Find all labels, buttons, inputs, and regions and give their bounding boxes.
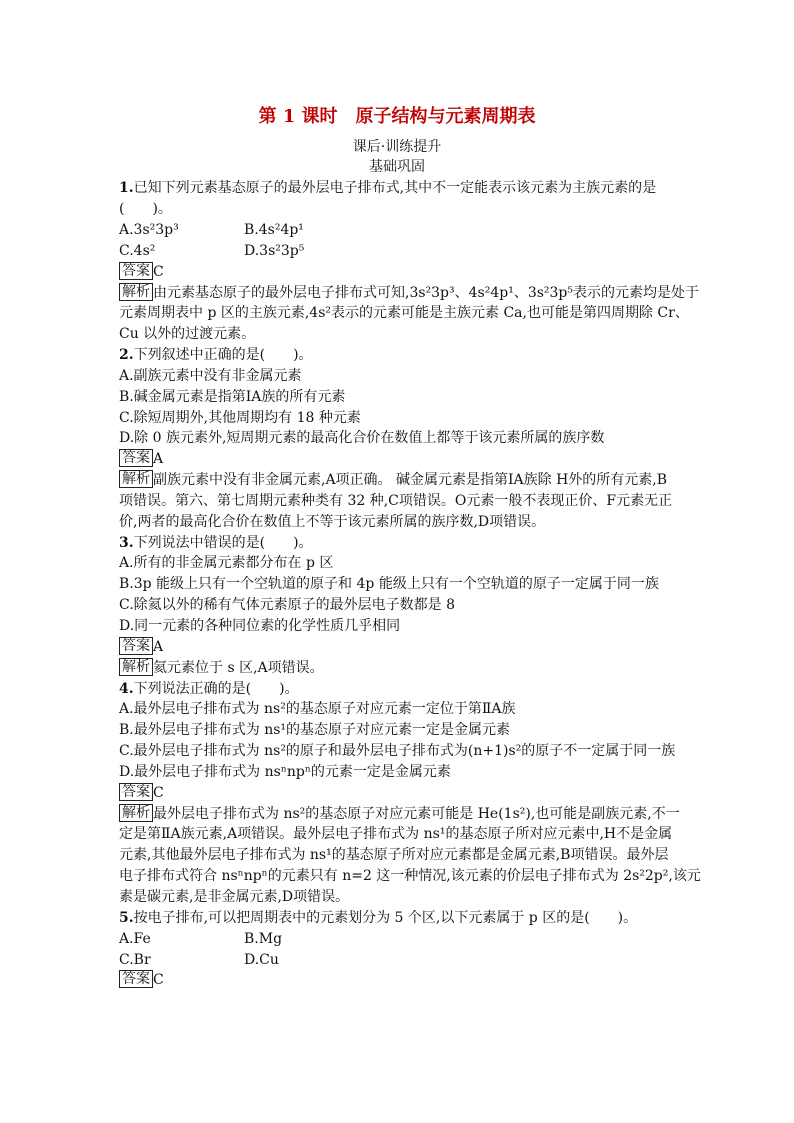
- answer-value: C: [153, 972, 164, 989]
- analysis-line: 元素,其他最外层电子排布式为 ns¹的基态原子所对应元素都是金属元素,B项错误。最外层: [119, 847, 669, 864]
- analysis-line: 元素周期表中 p 区的主族元素,4s²表示的元素可能是主族元素 Ca,也可能是第四周期除 Cr、: [119, 305, 689, 322]
- analysis-line: 定是第ⅡA族元素,A项错误。最外层电子排布式为 ns¹的基态原子所对应元素中,H不是金属: [119, 826, 673, 843]
- answer-row: [0, 783, 794, 804]
- question-stem: [0, 178, 794, 199]
- question-number: 1.: [119, 180, 134, 197]
- analysis-text: 由元素基态原子的最外层电子排布式可知,3s²3p³、4s²4p¹、3s²3p⁵表示的元素均是处于: [153, 284, 700, 301]
- answer-row: [0, 262, 794, 283]
- options-row: [0, 950, 794, 971]
- question-text: 下列叙述中正确的是( )。: [133, 347, 313, 364]
- question-stem: [0, 908, 794, 929]
- analysis-label: 解析: [119, 804, 153, 822]
- analysis-line: 素是碳元素,是非金属元素,D项错误。: [119, 888, 350, 905]
- option-b: B.3p 能级上只有一个空轨道的原子和 4p 能级上只有一个空轨道的原子一定属于同一族: [119, 576, 659, 593]
- question-block-4: [0, 679, 794, 908]
- analysis-label: 解析: [119, 470, 153, 488]
- section-heading: 基础巩固: [369, 159, 425, 176]
- analysis-line: [0, 658, 794, 679]
- answer-value: C: [153, 263, 164, 280]
- option-a: A.所有的非金属元素都分布在 p 区: [119, 555, 334, 572]
- analysis-line: 电子排布式符合 nsⁿnpⁿ的元素只有 n=2 这一种情况,该元素的价层电子排布式为 2s²2p²,该元: [119, 868, 701, 885]
- option-c: C.除氦以外的稀有气体元素原子的最外层电子数都是 8: [119, 597, 456, 614]
- question-number: 4.: [119, 680, 134, 697]
- answer-value: A: [153, 451, 164, 468]
- analysis-line: [0, 470, 794, 491]
- question-block-2: [0, 345, 794, 533]
- analysis-label: 解析: [119, 658, 153, 676]
- option-c: C.最外层电子排布式为 ns²的原子和最外层电子排布式为(n+1)s²的原子不一定属于同一族: [119, 743, 676, 760]
- option-a: A.3s²3p³: [119, 221, 179, 238]
- analysis-label: 解析: [119, 283, 153, 301]
- options-row: [0, 220, 794, 241]
- analysis-text: 副族元素中没有非金属元素,A项正确。 碱金属元素是指第ⅠA族除 H外的所有元素,B: [153, 472, 668, 489]
- analysis-text: 最外层电子排布式为 ns²的基态原子对应元素可能是 He(1s²),也可能是副族元素,不一: [153, 805, 680, 822]
- option-d: D.3s²3p⁵: [244, 242, 305, 259]
- question-number: 3.: [119, 534, 134, 551]
- option-a: A.Fe: [119, 930, 151, 947]
- option-b: B.Mg: [244, 930, 283, 947]
- answer-row: [0, 970, 794, 991]
- option-d: D.Cu: [244, 951, 279, 968]
- question-stem: [0, 679, 794, 700]
- option-b: B.碱金属元素是指第ⅠA族的所有元素: [119, 388, 346, 405]
- option-b: B.最外层电子排布式为 ns¹的基态原子对应元素一定是金属元素: [119, 722, 511, 739]
- analysis-line: Cu 以外的过渡元素。: [119, 326, 256, 343]
- option-c: C.Br: [119, 951, 151, 968]
- question-text: 按电子排布,可以把周期表中的元素划分为 5 个区,以下元素属于 p 区的是( )。: [133, 909, 638, 926]
- answer-row: [0, 449, 794, 470]
- option-a: A.最外层电子排布式为 ns²的基态原子对应元素一定位于第ⅡA族: [119, 701, 516, 718]
- answer-row: [0, 637, 794, 658]
- question-block-3: [0, 533, 794, 679]
- answer-label: 答案: [119, 262, 153, 280]
- option-a: A.副族元素中没有非金属元素: [119, 367, 302, 384]
- answer-label: 答案: [119, 970, 153, 988]
- options-row: [0, 241, 794, 262]
- option-d: D.同一元素的各种同位素的化学性质几乎相同: [119, 618, 401, 634]
- option-c: C.4s²: [119, 242, 156, 259]
- option-d: D.除 0 族元素外,短周期元素的最高化合价在数值上都等于该元素所属的族序数: [119, 430, 605, 447]
- answer-label: 答案: [119, 637, 153, 655]
- question-block-1: [0, 178, 794, 345]
- question-text: 下列说法中错误的是( )。: [133, 534, 313, 551]
- answer-label: 答案: [119, 783, 153, 801]
- option-d: D.最外层电子排布式为 nsⁿnpⁿ的元素一定是金属元素: [119, 763, 451, 780]
- question-block-5: [0, 908, 794, 991]
- options-row: [0, 929, 794, 950]
- analysis-text: 氦元素位于 s 区,A项错误。: [153, 659, 324, 676]
- question-number: 5.: [119, 909, 134, 926]
- analysis-line: [0, 283, 794, 304]
- answer-label: 答案: [119, 449, 153, 467]
- question-number: 2.: [119, 347, 134, 364]
- document-body: [0, 137, 794, 992]
- analysis-line: [0, 804, 794, 825]
- answer-value: A: [153, 638, 164, 655]
- question-stem: [0, 533, 794, 554]
- question-stem: ( )。: [119, 201, 172, 218]
- answer-value: C: [153, 784, 164, 801]
- page-subtitle: 课后·训练提升: [352, 138, 442, 155]
- analysis-line: 价,两者的最高化合价在数值上不等于该元素所属的族序数,D项错误。: [119, 513, 546, 530]
- option-c: C.除短周期外,其他周期均有 18 种元素: [119, 409, 361, 426]
- question-text: 下列说法正确的是( )。: [133, 680, 299, 697]
- analysis-line: 项错误。第六、第七周期元素种类有 32 种,C项错误。O元素一般不表现正价、F元素无正: [119, 492, 673, 509]
- question-stem: [0, 345, 794, 366]
- option-b: B.4s²4p¹: [244, 221, 304, 238]
- question-text: 已知下列元素基态原子的最外层电子排布式,其中不一定能表示该元素为主族元素的是: [133, 180, 657, 197]
- page-title: 第 1 课时 原子结构与元素周期表: [258, 106, 536, 127]
